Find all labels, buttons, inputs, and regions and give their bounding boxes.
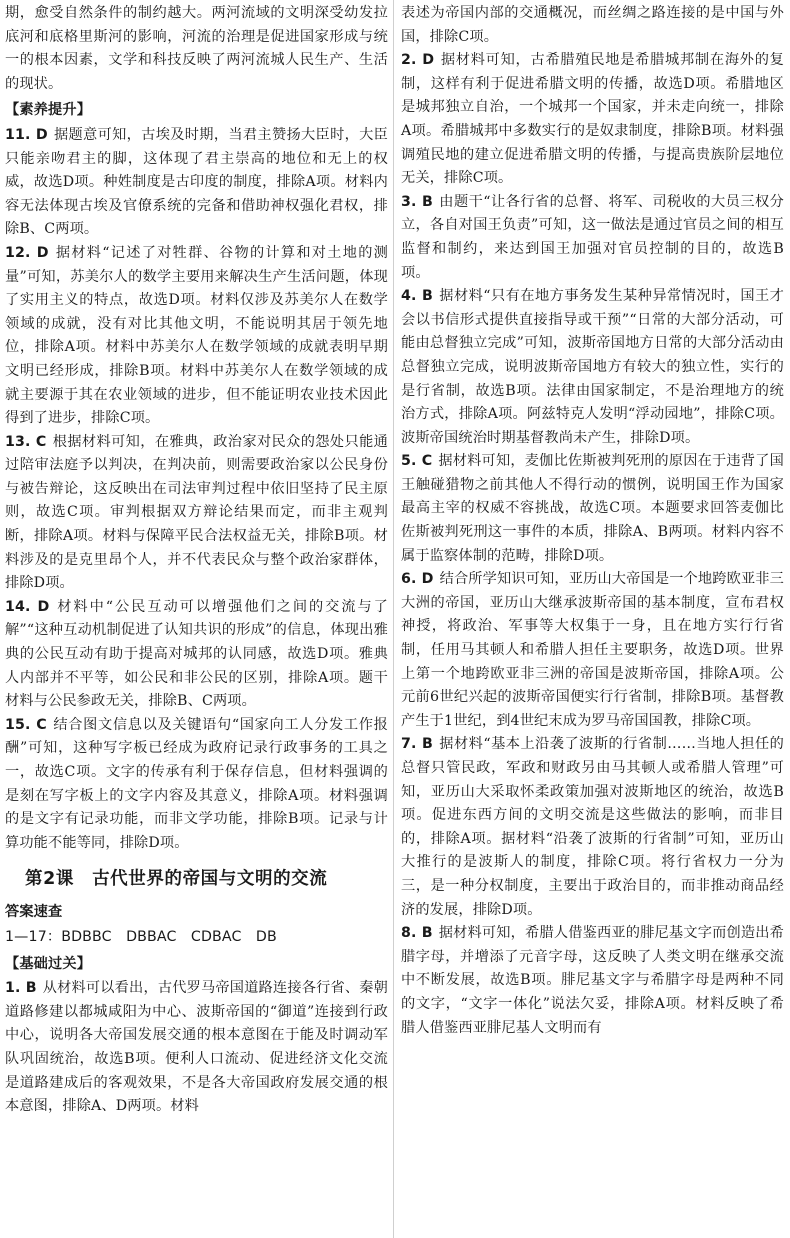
right-column [401,2,784,1040]
item-text: 由题干“让各行省的总督、将军、司税收的大员三权分立，各自对国王负责”可知，这一做法是通过官员之间的相互监督和制约，来达到国王加强对官员控制的目的，故选B项。 [401,193,784,281]
item-number: 15. C [5,716,47,733]
item-text: 据材料“只有在地方事务发生某种异常情况时，国王才会以书信形式提供直接指导或干预”“日常的大部分活动，可能由总督独立完成”可知，波斯帝国地方日常的大部分活动由总督独立完成，说明波斯帝国地方有较大的独立性，实行的是行省制，故选B项。法律由国家制定，不是治理地方的统治方式，排除A项。阿兹特克人发明“浮动园地”，排除C项。波斯帝国统治时期基督教尚未产生，排除D项。 [401,288,784,446]
item-number: 13. C [5,433,47,450]
answer-item-13 [5,431,388,596]
item-text: 结合所学知识可知，亚历山大帝国是一个地跨欧亚非三大洲的帝国，亚历山大继承波斯帝国的基本制度，宣布君权神授，将政治、军事等大权集于一身，且在地方实行行省制，任用马其顿人和希腊人担任主要职务，故选D项。世界上第一个地跨欧亚非三洲的帝国是波斯帝国，排除A项。公元前6世纪兴起的波斯帝国便实行行省制，排除B项。基督教产生于1世纪，到4世纪末成为罗马帝国国教，排除C项。 [401,571,784,729]
item-number: 3. B [401,193,433,210]
item-text: 从材料可以看出，古代罗马帝国道路连接各行省、秦朝道路修建以都城咸阳为中心、波斯帝国的“御道”连接到行政中心，说明各大帝国发展交通的根本意图在于能及时调动军队巩固统治，故选B项。便利人口流动、促进经济文化交流是道路建成后的客观效果，不是各大帝国政府发展交通的根本意图，排除A、D两项。材料 [5,980,388,1115]
lesson-title: 第2课 古代世界的帝国与文明的交流 [25,869,328,890]
answer-quick-check-heading: 答案速查 [5,904,63,921]
item-text: 据材料可知，麦伽比佐斯被判死刑的原因在于违背了国王触碰猎物之前其他人不得行动的惯例，说明国王作为国家最高主宰的权威不容挑战，故选C项。本题要求回答麦伽比佐斯被判死刑这一事件的本质，排除A、B两项。材料内容不属于监察体制的范畴，排除D项。 [401,453,784,564]
item-number: 2. D [401,52,435,69]
item-text: 据材料可知，希腊人借鉴西亚的腓尼基文字而创造出希腊字母，并增添了元音字母，这反映了人类文明在继承交流中不断发展，故选B项。腓尼基文字与希腊字母是两种不同的文字，“文字一体化”说法欠妥，排除A项。材料反映了希腊人借鉴西亚腓尼基人文明而有 [401,925,784,1036]
answer-item-5 [401,450,784,568]
item-text: 材料中“公民互动可以增强他们之间的交流与了解”“这种互动机制促进了认知共识的形成”的信息，体现出雅典的公民互动有助于提高对城邦的认同感，故选D项。雅典人内部并不平等，如公民和非公民的区别，排除A项。题干材料与公民参政无关，排除B、C两项。 [5,598,388,710]
section-heading-jichu: 【基础过关】 [5,955,92,972]
answer-item-11 [5,124,388,242]
item-number: 5. C [401,453,433,470]
answer-item-7 [401,733,784,922]
section-heading-suyang: 【素养提升】 [5,102,92,119]
answer-item-3 [401,191,784,285]
item-text: 结合图文信息以及关键语句“国家向工人分发工作报酬”可知，这种写字板已经成为政府记录行政事务的工具之一，故选C项。文字的传承有利于保存信息，但材料强调的是刻在写字板上的文字内容及其意义，排除A项。材料强调的是文字有记录功能，而非文学功能，排除B项。记录与计算功能不能等同，排除D项。 [5,716,388,851]
answer-key-line: 1—17：BDBBC DBBAC CDBAC DB [5,928,277,945]
answer-item-14 [5,596,388,714]
answer-item-2 [401,49,784,191]
answer-item-15 [5,714,388,856]
left-column [5,2,388,1119]
item-number: 12. D [5,244,49,261]
answer-item-12 [5,242,388,431]
item-text: 据材料可知，古希腊殖民地是希腊城邦制在海外的复制，这样有利于促进希腊文明的传播，故选D项。希腊地区是城邦独立自治，一个城邦一个国家，并未走向统一，排除A项。希腊城邦中多数实行的是奴隶制度，排除B项。材料强调殖民地的建立促进希腊文明的传播，与提高贵族阶层地位无关，排除C项。 [401,52,785,187]
item-text: 据材料“记述了对牲群、谷物的计算和对土地的测量”可知，苏美尔人的数学主要用来解决生产生活问题，体现了实用主义的特点，故选D项。材料仅涉及苏美尔人在数学领域的成就，没有对比其他文明，不能说明其居于领先地位，排除A项。材料中苏美尔人在数学领域的成就表明早期文明已经形成，排除B项。材料中苏美尔人在数学领域的成就主要源于其在农业领域的进步，但不能证明农业技术因此得到了进步，排除C项。 [5,244,388,427]
item-text: 据材料“基本上沿袭了波斯的行省制……当地人担任的总督只管民政，军政和财政另由马其顿人或希腊人管理”可知，亚历山大采取怀柔政策加强对波斯地区的统治，故选B项。促进东西方间的文明交流是这些做法的影响，而非目的，排除A项。据材料“沿袭了波斯的行省制”可知，亚历山大推行的是波斯人的制度，排除C项。将行省权力一分为三，是一种分权制度，主要出于政治目的，而非推动商品经济的发展，排除D项。 [401,736,784,918]
continuation-paragraph: 表述为帝国内部的交通概况，而丝绸之路连接的是中国与外国，排除C项。 [401,5,784,45]
answer-item-4 [401,285,784,450]
item-text: 据题意可知，古埃及时期，当君主赞扬大臣时，大臣只能亲吻君主的脚，这体现了君主崇高的地位和无上的权威，故选D项。种姓制度是古印度的制度，排除A项。材料内容无法体现古埃及官僚系统的完备和借助神权强化君权，排除B、C两项。 [5,126,388,238]
item-number: 6. D [401,571,434,588]
item-number: 4. B [401,288,433,305]
item-number: 1. B [5,980,37,997]
answer-item-8 [401,922,784,1040]
answer-item-1 [5,977,388,1119]
item-number: 14. D [5,598,50,615]
intro-paragraph: 期，愈受自然条件的制约越大。两河流域的文明深受幼发拉底河和底格里斯河的影响，河流的治理是促进国家形成与统一的根本因素，文学和科技反映了两河流城人民生产、生活的现状。 [5,5,388,92]
item-number: 7. B [401,736,433,753]
column-divider [393,0,394,1238]
item-number: 8. B [401,925,433,942]
answer-item-6 [401,568,784,733]
item-number: 11. D [5,126,48,143]
item-text: 根据材料可知，在雅典，政治家对民众的怨处只能通过陪审法庭予以判决，在判决前，则需要政治家以公民身份与被告辩论，这反映出在司法审判过程中依旧坚持了民主原则，故选C项。审判根据双方辩论结果而定，而非主观判断，排除A项。材料与保障平民合法权益无关，排除B项。材料涉及的是克里昂个人，并不代表民众与整个政治家群体，排除D项。 [5,433,388,592]
